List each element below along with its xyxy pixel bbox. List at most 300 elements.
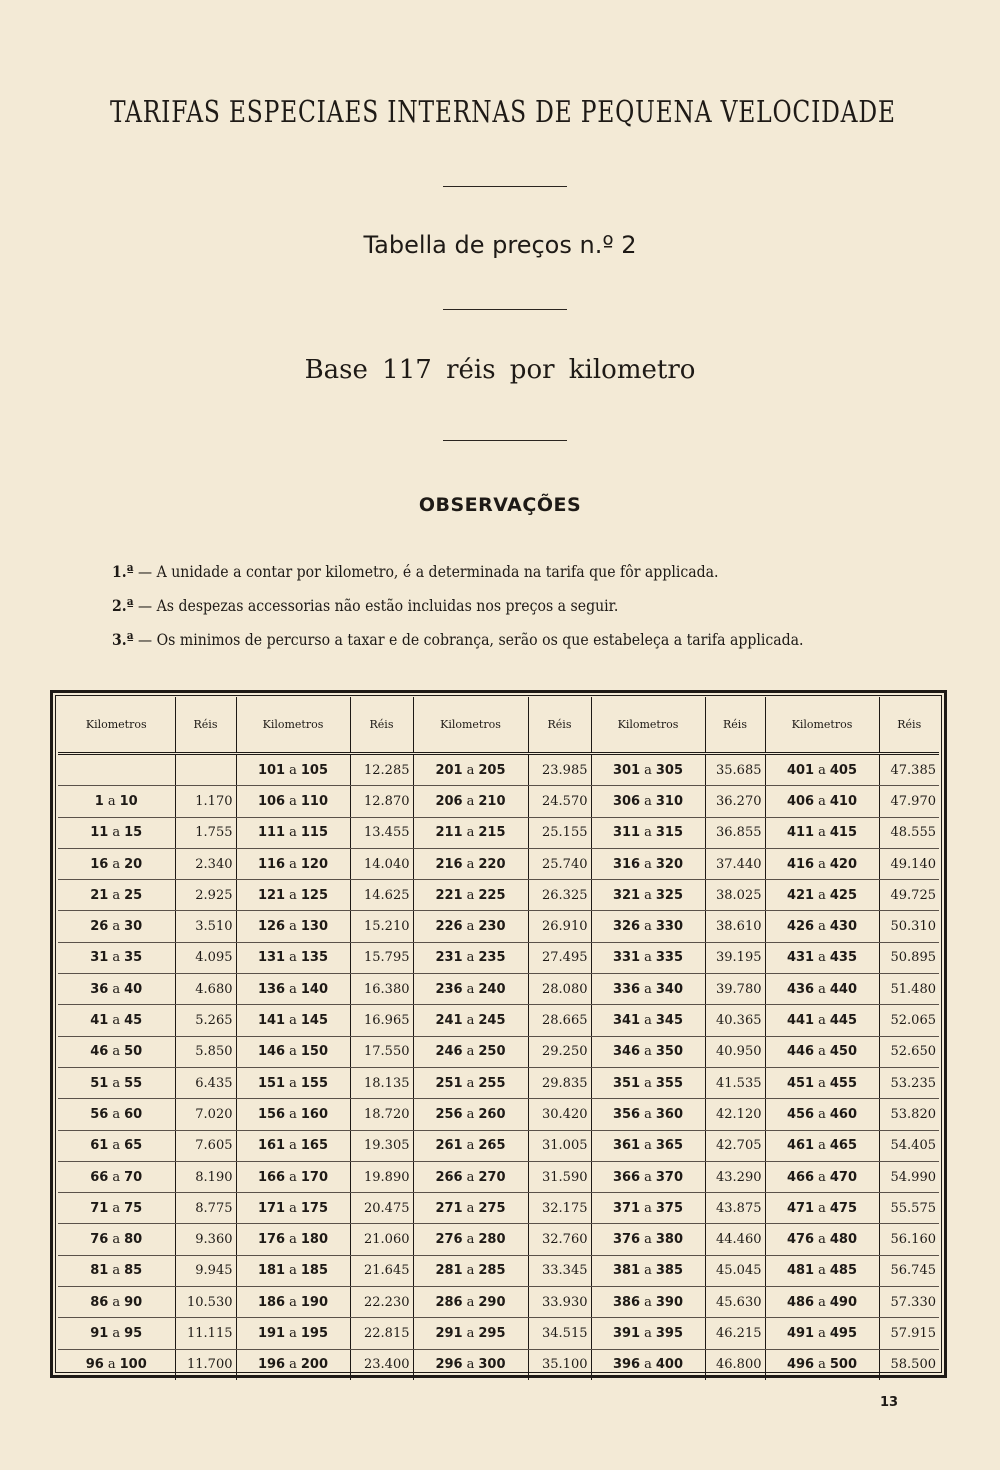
price-cell: 18.720 (350, 1099, 413, 1130)
km-connector: a (112, 825, 121, 841)
km-from: 81 (90, 1263, 109, 1279)
km-connector: a (466, 1075, 475, 1091)
km-to: 465 (829, 1138, 858, 1154)
divider (443, 186, 567, 187)
km-range-cell (591, 1193, 705, 1224)
km-from: 76 (90, 1232, 109, 1248)
km-from: 186 (257, 1294, 286, 1310)
km-from: 311 (612, 825, 641, 841)
km-connector: a (107, 1357, 116, 1373)
price-cell: 33.345 (528, 1255, 591, 1286)
price-cell: 50.895 (879, 942, 939, 973)
km-connector: a (644, 1232, 652, 1248)
km-connector: a (289, 1075, 297, 1091)
table-row (58, 974, 939, 1005)
price-cell: 50.310 (879, 911, 939, 942)
km-connector: a (818, 825, 826, 841)
km-from: 46 (90, 1044, 109, 1060)
km-to: 380 (655, 1232, 684, 1248)
km-to: 130 (300, 919, 329, 935)
km-to: 70 (124, 1169, 143, 1185)
km-to: 410 (829, 793, 858, 809)
price-cell: 19.305 (350, 1130, 413, 1161)
km-range-cell (413, 1005, 528, 1036)
page-number: 13 (880, 1395, 899, 1410)
km-range-cell (413, 1287, 528, 1318)
km-to: 430 (829, 919, 858, 935)
km-from: 126 (257, 919, 286, 935)
km-from: 306 (612, 793, 641, 809)
km-connector: a (644, 1325, 652, 1341)
column-header-reis: Réis (528, 697, 591, 754)
km-connector: a (112, 1200, 121, 1216)
km-to: 235 (478, 950, 506, 966)
price-table-frame (50, 690, 947, 1378)
km-range-cell (591, 1255, 705, 1286)
km-range-cell (765, 1130, 879, 1161)
km-range-cell (236, 1287, 350, 1318)
km-from: 496 (786, 1357, 815, 1373)
km-range-cell (236, 848, 350, 879)
price-cell: 2.340 (175, 848, 236, 879)
km-range-cell (236, 942, 350, 973)
price-cell: 26.910 (528, 911, 591, 942)
km-range-cell (236, 1099, 350, 1130)
observation-item (112, 596, 816, 615)
km-connector: a (818, 762, 826, 778)
km-range-cell (413, 974, 528, 1005)
km-range-cell (591, 1005, 705, 1036)
km-connector: a (466, 981, 475, 997)
km-connector: a (466, 1013, 475, 1029)
price-cell: 49.140 (879, 848, 939, 879)
km-connector: a (112, 919, 121, 935)
price-cell: 36.855 (705, 817, 765, 848)
km-range-cell (58, 1255, 175, 1286)
km-connector: a (289, 1044, 297, 1060)
price-cell: 23.400 (350, 1349, 413, 1380)
km-range-cell (236, 1349, 350, 1380)
km-from: 51 (90, 1075, 109, 1091)
km-range-cell (591, 1318, 705, 1349)
km-range-cell (58, 1349, 175, 1380)
km-to: 440 (829, 981, 858, 997)
km-connector: a (644, 1357, 652, 1373)
km-to: 400 (655, 1357, 684, 1373)
km-range-cell (413, 786, 528, 817)
km-from: 431 (786, 950, 815, 966)
km-connector: a (112, 1138, 121, 1154)
km-range-cell (58, 1099, 175, 1130)
km-connector: a (466, 762, 475, 778)
km-range-cell (413, 1193, 528, 1224)
km-to: 110 (300, 793, 329, 809)
km-from: 386 (612, 1294, 641, 1310)
km-to: 75 (124, 1200, 143, 1216)
km-from: 156 (257, 1106, 286, 1122)
km-range-cell (765, 1193, 879, 1224)
km-from: 166 (257, 1169, 286, 1185)
km-from: 326 (612, 919, 641, 935)
price-cell: 52.650 (879, 1036, 939, 1067)
price-cell: 33.930 (528, 1287, 591, 1318)
km-connector: a (644, 1169, 652, 1185)
km-from: 66 (90, 1169, 109, 1185)
km-to: 20 (124, 856, 143, 872)
km-range-cell (765, 1005, 879, 1036)
km-connector: a (112, 1075, 121, 1091)
km-connector: a (466, 1138, 475, 1154)
km-from: 486 (786, 1294, 815, 1310)
price-cell: 54.405 (879, 1130, 939, 1161)
km-to: 285 (478, 1263, 506, 1279)
km-connector: a (112, 981, 121, 997)
km-range-cell (765, 1255, 879, 1286)
km-to: 265 (478, 1138, 506, 1154)
km-to: 390 (655, 1294, 684, 1310)
km-range-cell (413, 754, 528, 786)
column-header-reis: Réis (175, 697, 236, 754)
km-from: 261 (435, 1138, 463, 1154)
km-to: 165 (300, 1138, 329, 1154)
km-connector: a (289, 1106, 297, 1122)
km-to: 240 (478, 981, 506, 997)
km-from: 371 (612, 1200, 641, 1216)
km-connector: a (107, 793, 116, 809)
price-cell: 28.665 (528, 1005, 591, 1036)
km-connector: a (466, 825, 475, 841)
observation-text: — Os minimos de percurso a taxar e de cobrança, serão os que estabeleça a tarifa applicada. (138, 630, 804, 649)
km-connector: a (644, 1106, 652, 1122)
km-from: 451 (786, 1075, 815, 1091)
km-connector: a (289, 793, 297, 809)
km-connector: a (466, 793, 475, 809)
price-cell (175, 754, 236, 786)
km-connector: a (112, 1263, 121, 1279)
km-to: 450 (829, 1044, 858, 1060)
price-cell: 39.780 (705, 974, 765, 1005)
price-cell: 18.135 (350, 1067, 413, 1098)
km-to: 395 (655, 1325, 684, 1341)
km-from: 216 (435, 856, 463, 872)
km-range-cell (236, 1067, 350, 1098)
observation-text: — As despezas accessorias não estão incluidas nos preços a seguir. (138, 596, 619, 615)
price-cell: 52.065 (879, 1005, 939, 1036)
km-range-cell (58, 974, 175, 1005)
km-to: 245 (478, 1013, 506, 1029)
km-range-cell (765, 848, 879, 879)
km-connector: a (289, 919, 297, 935)
km-to: 185 (300, 1263, 329, 1279)
price-cell: 13.455 (350, 817, 413, 848)
km-range-cell (236, 1255, 350, 1286)
km-to: 315 (655, 825, 684, 841)
price-cell: 56.745 (879, 1255, 939, 1286)
km-from: 241 (435, 1013, 463, 1029)
km-range-cell (591, 1099, 705, 1130)
km-connector: a (818, 950, 826, 966)
price-cell: 1.755 (175, 817, 236, 848)
km-connector: a (466, 1232, 475, 1248)
km-to: 385 (655, 1263, 684, 1279)
km-to: 40 (124, 981, 143, 997)
price-cell: 3.510 (175, 911, 236, 942)
km-range-cell (413, 1318, 528, 1349)
table-row (58, 1036, 939, 1067)
km-to: 200 (300, 1357, 329, 1373)
km-connector: a (112, 1325, 121, 1341)
km-from: 201 (435, 762, 463, 778)
km-from: 116 (257, 856, 286, 872)
km-from: 221 (435, 887, 463, 903)
km-connector: a (466, 1044, 475, 1060)
km-from: 96 (85, 1357, 104, 1373)
km-connector: a (466, 1294, 475, 1310)
table-row (58, 1224, 939, 1255)
km-connector: a (289, 856, 297, 872)
km-to: 295 (478, 1325, 506, 1341)
km-connector: a (466, 919, 475, 935)
km-connector: a (112, 887, 121, 903)
km-to: 155 (300, 1075, 329, 1091)
km-connector: a (289, 1138, 297, 1154)
table-row (58, 911, 939, 942)
price-table (58, 697, 939, 1380)
km-range-cell (413, 848, 528, 879)
price-cell: 1.170 (175, 786, 236, 817)
km-range-cell (591, 1036, 705, 1067)
km-to: 10 (119, 793, 138, 809)
km-to: 415 (829, 825, 858, 841)
price-cell: 39.195 (705, 942, 765, 973)
km-from: 271 (435, 1200, 463, 1216)
km-range-cell (765, 911, 879, 942)
km-from: 211 (435, 825, 463, 841)
km-to: 300 (478, 1357, 506, 1373)
km-to: 220 (478, 856, 506, 872)
km-to: 170 (300, 1169, 329, 1185)
km-from: 471 (786, 1200, 815, 1216)
km-to: 435 (829, 950, 858, 966)
km-to: 335 (655, 950, 684, 966)
table-row (58, 1099, 939, 1130)
divider (443, 440, 567, 441)
km-range-cell (413, 1161, 528, 1192)
km-from: 1 (94, 793, 104, 809)
km-to: 355 (655, 1075, 684, 1091)
km-from: 101 (257, 762, 286, 778)
km-from: 196 (257, 1357, 286, 1373)
km-from: 381 (612, 1263, 641, 1279)
km-to: 280 (478, 1232, 506, 1248)
km-range-cell (413, 880, 528, 911)
km-to: 485 (829, 1263, 858, 1279)
km-connector: a (644, 950, 652, 966)
base-rate: Base 117 réis por kilometro (304, 355, 696, 385)
km-from: 161 (257, 1138, 286, 1154)
price-cell: 12.870 (350, 786, 413, 817)
table-body (58, 754, 939, 1380)
km-from: 206 (435, 793, 463, 809)
km-from: 466 (786, 1169, 815, 1185)
km-connector: a (289, 1169, 297, 1185)
km-to: 45 (124, 1013, 143, 1029)
km-to: 80 (124, 1232, 143, 1248)
km-connector: a (466, 1325, 475, 1341)
km-range-cell (236, 1161, 350, 1192)
km-to: 405 (829, 762, 858, 778)
km-range-cell (765, 1036, 879, 1067)
km-connector: a (818, 887, 826, 903)
km-from: 316 (612, 856, 641, 872)
price-cell: 43.290 (705, 1161, 765, 1192)
table-row (58, 848, 939, 879)
price-cell: 54.990 (879, 1161, 939, 1192)
km-range-cell (591, 1130, 705, 1161)
km-to: 115 (300, 825, 329, 841)
price-cell: 8.190 (175, 1161, 236, 1192)
km-from: 136 (257, 981, 286, 997)
price-cell: 34.515 (528, 1318, 591, 1349)
price-cell: 57.915 (879, 1318, 939, 1349)
km-from: 56 (90, 1106, 109, 1122)
km-to: 370 (655, 1169, 684, 1185)
column-header-kilometros: Kilometros (591, 697, 705, 754)
km-from: 456 (786, 1106, 815, 1122)
km-from: 181 (257, 1263, 286, 1279)
km-connector: a (644, 856, 652, 872)
km-from: 491 (786, 1325, 815, 1341)
km-to: 345 (655, 1013, 684, 1029)
km-range-cell (591, 974, 705, 1005)
km-connector: a (818, 1044, 826, 1060)
km-from: 231 (435, 950, 463, 966)
km-range-cell (765, 880, 879, 911)
km-connector: a (289, 950, 297, 966)
km-connector: a (289, 762, 297, 778)
km-to: 60 (124, 1106, 143, 1122)
km-to: 195 (300, 1325, 329, 1341)
km-from: 401 (786, 762, 815, 778)
column-header-kilometros: Kilometros (413, 697, 528, 754)
km-from: 446 (786, 1044, 815, 1060)
price-cell: 6.435 (175, 1067, 236, 1098)
page-title: TARIFAS ESPECIAES INTERNAS DE PEQUENA VELOCIDADE (110, 95, 896, 130)
km-from: 146 (257, 1044, 286, 1060)
km-range-cell (236, 754, 350, 786)
km-connector: a (112, 1169, 121, 1185)
km-connector: a (289, 1294, 297, 1310)
km-range-cell (591, 817, 705, 848)
km-from: 31 (90, 950, 109, 966)
km-from: 411 (786, 825, 815, 841)
km-to: 225 (478, 887, 506, 903)
price-cell: 31.005 (528, 1130, 591, 1161)
column-header-kilometros: Kilometros (236, 697, 350, 754)
price-cell: 38.610 (705, 911, 765, 942)
km-to: 350 (655, 1044, 684, 1060)
km-range-cell (413, 1099, 528, 1130)
km-from: 296 (435, 1357, 463, 1373)
km-to: 305 (655, 762, 684, 778)
km-from: 226 (435, 919, 463, 935)
km-range-cell (413, 1349, 528, 1380)
km-to: 120 (300, 856, 329, 872)
price-cell: 5.265 (175, 1005, 236, 1036)
km-connector: a (289, 1325, 297, 1341)
km-from: 121 (257, 887, 286, 903)
table-row (58, 1130, 939, 1161)
km-from: 266 (435, 1169, 463, 1185)
km-range-cell (591, 754, 705, 786)
km-connector: a (466, 1200, 475, 1216)
km-from: 291 (435, 1325, 463, 1341)
price-cell: 15.210 (350, 911, 413, 942)
column-header-kilometros: Kilometros (58, 697, 175, 754)
km-range-cell (413, 817, 528, 848)
km-connector: a (289, 887, 297, 903)
column-header-reis: Réis (350, 697, 413, 754)
km-from: 236 (435, 981, 463, 997)
km-from: 406 (786, 793, 815, 809)
km-range-cell (413, 1255, 528, 1286)
km-from: 336 (612, 981, 641, 997)
km-connector: a (289, 1013, 297, 1029)
km-connector: a (466, 1263, 475, 1279)
km-range-cell (236, 817, 350, 848)
price-cell: 38.025 (705, 880, 765, 911)
table-header-row (58, 697, 939, 754)
price-cell: 20.475 (350, 1193, 413, 1224)
table-row (58, 1318, 939, 1349)
km-from: 16 (90, 856, 109, 872)
km-range-cell (765, 1349, 879, 1380)
price-cell: 21.060 (350, 1224, 413, 1255)
km-from: 346 (612, 1044, 641, 1060)
table-row (58, 1255, 939, 1286)
km-to: 160 (300, 1106, 329, 1122)
km-range-cell (236, 1130, 350, 1161)
km-from: 416 (786, 856, 815, 872)
observation-text: — A unidade a contar por kilometro, é a determinada na tarifa que fôr applicada. (138, 562, 719, 581)
km-to: 180 (300, 1232, 329, 1248)
km-range-cell (58, 1067, 175, 1098)
km-to: 250 (478, 1044, 506, 1060)
price-cell: 9.945 (175, 1255, 236, 1286)
km-range-cell (58, 1005, 175, 1036)
km-from: 376 (612, 1232, 641, 1248)
km-connector: a (818, 981, 826, 997)
price-cell: 28.080 (528, 974, 591, 1005)
km-range-cell (58, 1193, 175, 1224)
price-cell: 53.235 (879, 1067, 939, 1098)
km-range-cell (413, 1224, 528, 1255)
km-connector: a (818, 1075, 826, 1091)
km-from: 111 (257, 825, 286, 841)
km-range-cell (236, 880, 350, 911)
table-row (58, 817, 939, 848)
km-to: 90 (124, 1294, 143, 1310)
price-cell: 55.575 (879, 1193, 939, 1224)
table-row (58, 754, 939, 786)
km-connector: a (818, 793, 826, 809)
km-from: 301 (612, 762, 641, 778)
km-connector: a (818, 1138, 826, 1154)
km-to: 25 (124, 887, 143, 903)
price-cell: 9.360 (175, 1224, 236, 1255)
km-connector: a (466, 1169, 475, 1185)
km-to: 65 (124, 1138, 143, 1154)
